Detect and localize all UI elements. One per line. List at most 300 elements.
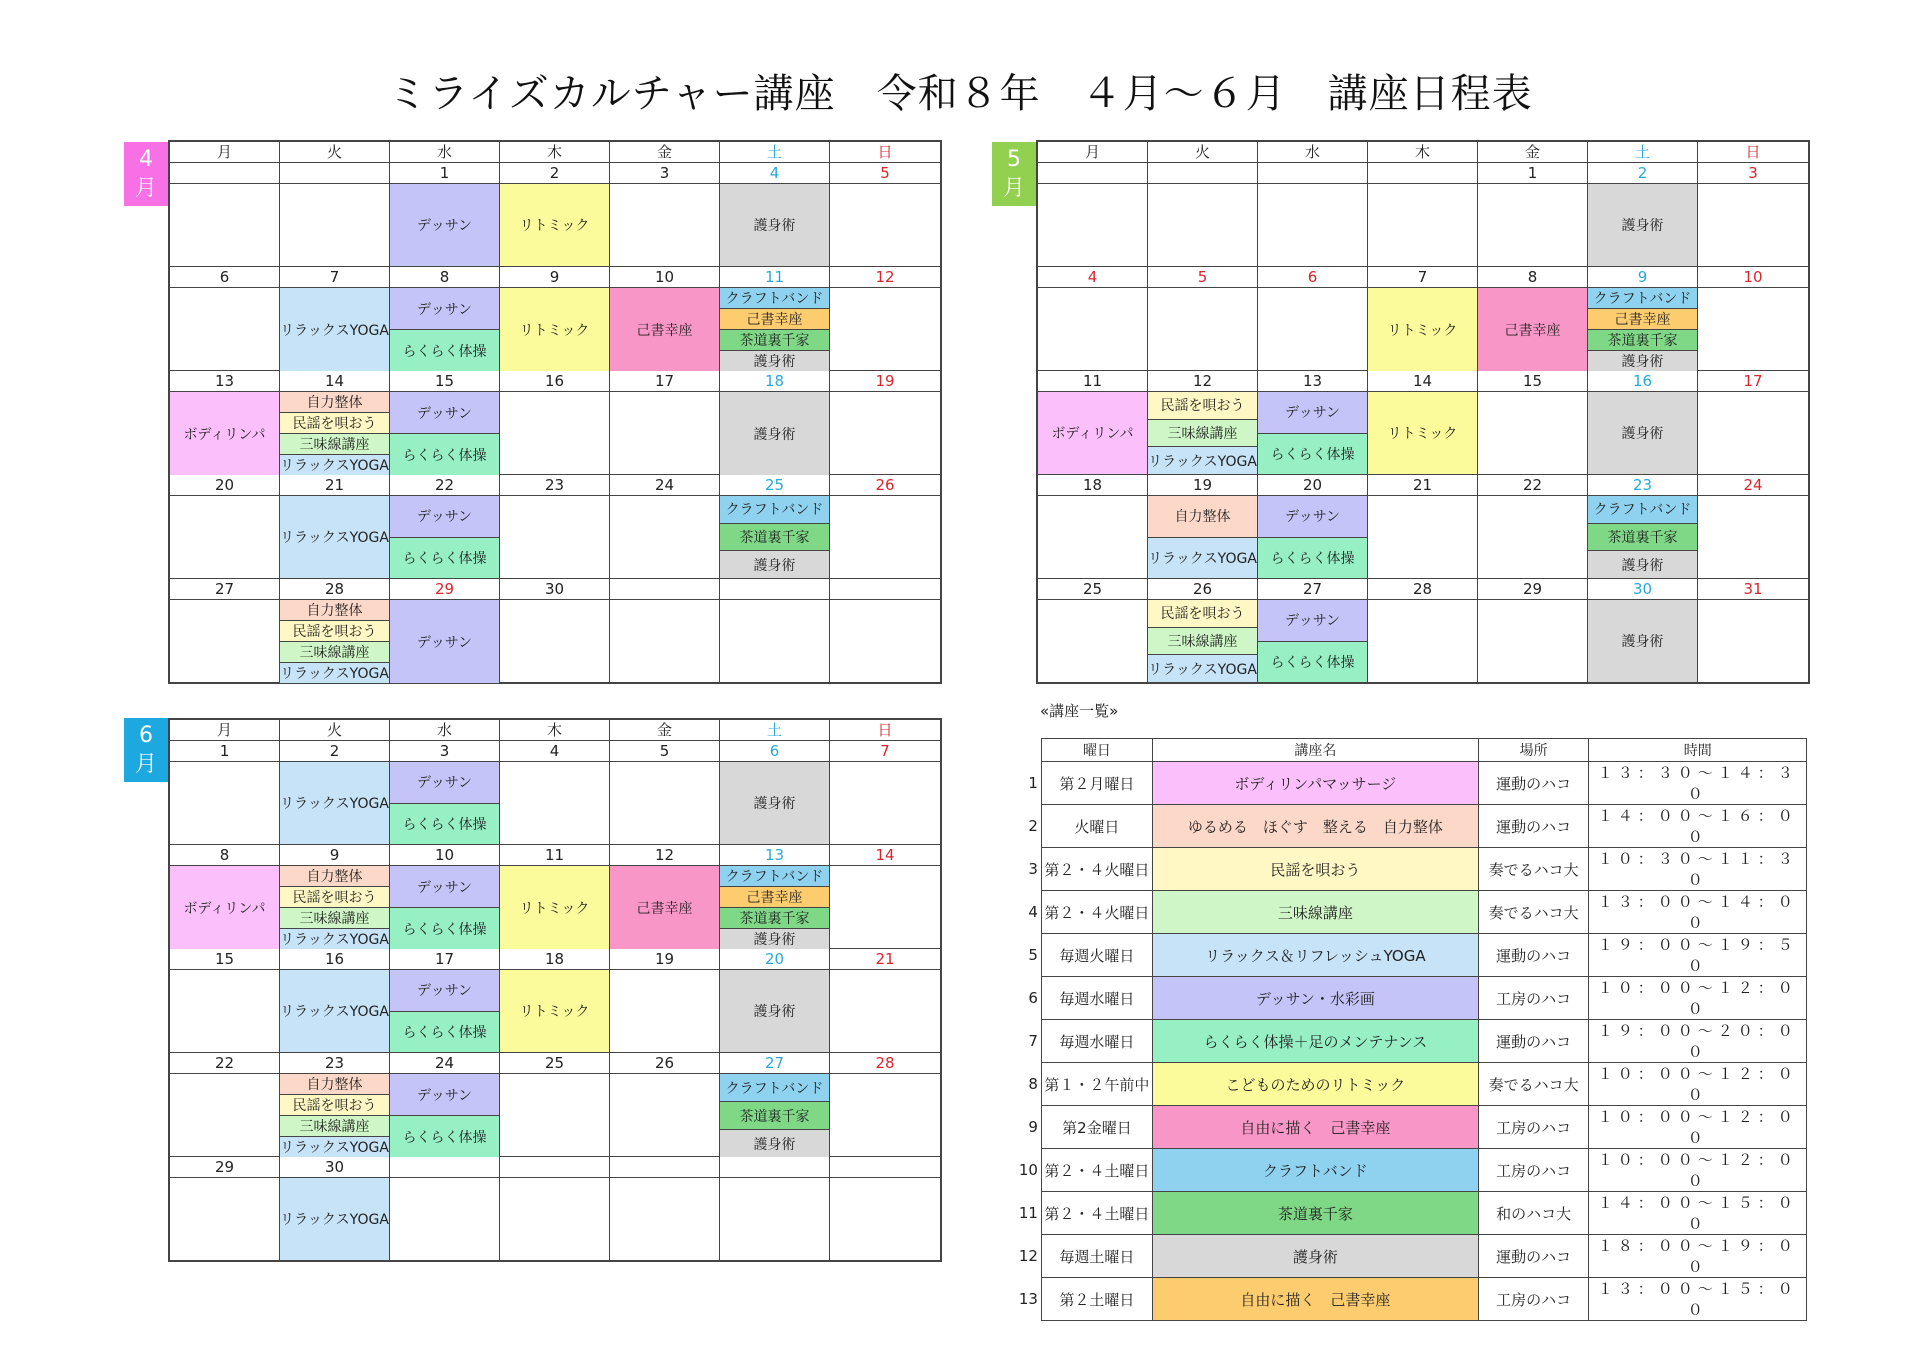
day-number: 8	[170, 845, 280, 865]
day-cell-row	[170, 184, 940, 267]
day-cell	[830, 600, 940, 683]
day-cell	[500, 970, 610, 1052]
course-time: １０：００～１２：００	[1589, 977, 1807, 1020]
row-number-header	[1017, 739, 1041, 762]
course-place: 運動のハコ	[1478, 762, 1589, 805]
day-cell	[1258, 496, 1368, 578]
row-number: 2	[1028, 817, 1038, 835]
weekday-label: 月	[170, 720, 280, 740]
day-number	[170, 163, 280, 183]
class-event: 民謡を唄おう	[280, 887, 389, 908]
day-cell-row	[1038, 184, 1808, 267]
day-number-row	[170, 579, 940, 600]
day-cell	[170, 392, 280, 475]
day-cell	[1148, 600, 1258, 682]
course-name: 民謡を唄おう	[1152, 848, 1478, 891]
day-cell	[500, 392, 610, 475]
class-event: 己書幸座	[610, 866, 719, 949]
day-number	[720, 579, 830, 599]
day-cell	[390, 288, 500, 371]
day-number: 6	[1258, 267, 1368, 287]
row-number: 12	[1018, 1247, 1038, 1265]
weekday-label: 日	[1745, 143, 1761, 161]
class-event: 護身術	[720, 970, 829, 1052]
day-number: 14	[1368, 371, 1478, 391]
day-cell	[170, 866, 280, 949]
course-day: 火曜日	[1041, 805, 1152, 848]
class-event: デッサン	[390, 600, 499, 683]
calendar-week	[1038, 371, 1808, 475]
day-number-row	[170, 741, 940, 762]
class-event: 自力整体	[280, 600, 389, 621]
month-unit: 月	[134, 752, 157, 777]
day-number: 26	[875, 476, 895, 494]
weekday-label: 金	[1478, 142, 1588, 162]
class-event: デッサン	[1258, 600, 1367, 642]
day-cell	[280, 1074, 390, 1157]
weekday-label: 水	[390, 142, 500, 162]
day-number: 24	[390, 1053, 500, 1073]
calendar-week	[170, 163, 940, 267]
class-event: リラックスYOGA	[280, 1178, 389, 1260]
class-event: 三味線講座	[1148, 628, 1257, 656]
day-cell	[500, 288, 610, 371]
day-number-row	[170, 163, 940, 184]
course-place: 運動のハコ	[1478, 805, 1589, 848]
day-number: 30	[1588, 579, 1698, 599]
calendar-june	[168, 718, 942, 1262]
course-place: 工房のハコ	[1478, 977, 1589, 1020]
weekday-label: 木	[500, 720, 610, 740]
day-cell	[1258, 600, 1368, 682]
class-event: リラックスYOGA	[280, 496, 389, 578]
class-event: 護身術	[720, 351, 829, 371]
class-event: クラフトバンド	[720, 866, 829, 887]
class-event: 民謡を唄おう	[280, 1095, 389, 1116]
course-row	[1017, 1149, 1807, 1192]
month-number: 6	[139, 723, 153, 748]
weekday-label: 月	[1038, 142, 1148, 162]
day-cell-row	[170, 288, 940, 371]
day-number-row	[1038, 371, 1808, 392]
course-name: デッサン・水彩画	[1152, 977, 1478, 1020]
day-number: 4	[500, 741, 610, 761]
weekday-label: 木	[500, 142, 610, 162]
class-event: 茶道裏千家	[720, 908, 829, 929]
weekday-label: 火	[1148, 142, 1258, 162]
month-number: 4	[139, 147, 153, 172]
day-number: 17	[610, 371, 720, 391]
day-number-row	[170, 371, 940, 392]
day-number	[610, 579, 720, 599]
class-event: 護身術	[1588, 351, 1697, 371]
day-cell	[1038, 496, 1148, 578]
course-name: 三味線講座	[1152, 891, 1478, 934]
course-day: 第１・２午前中	[1041, 1063, 1152, 1106]
course-time: １３：００～１４：００	[1589, 891, 1807, 934]
weekday-label: 土	[720, 142, 830, 162]
weekday-header	[170, 142, 940, 163]
day-cell	[830, 496, 940, 578]
course-day: 第２・４火曜日	[1041, 848, 1152, 891]
day-number: 2	[280, 741, 390, 761]
day-cell	[170, 496, 280, 578]
class-event: リラックスYOGA	[280, 288, 389, 371]
day-number: 20	[720, 949, 830, 969]
day-cell	[170, 970, 280, 1052]
day-number-row	[170, 1053, 940, 1074]
day-number: 4	[1038, 267, 1148, 287]
class-event: クラフトバンド	[720, 288, 829, 309]
day-number: 10	[1743, 268, 1763, 286]
class-event: らくらく体操	[390, 804, 499, 845]
class-event: デッサン	[390, 970, 499, 1012]
course-day: 毎週水曜日	[1041, 1020, 1152, 1063]
class-event: 民謡を唄おう	[1148, 600, 1257, 628]
day-number: 11	[1038, 371, 1148, 391]
class-event: らくらく体操	[390, 1116, 499, 1157]
day-number	[720, 1157, 830, 1177]
day-cell	[610, 288, 720, 371]
day-number: 7	[280, 267, 390, 287]
month-unit: 月	[1002, 176, 1025, 201]
course-day: 毎週土曜日	[1041, 1235, 1152, 1278]
calendar-may	[1036, 140, 1810, 684]
day-number: 23	[1588, 475, 1698, 495]
day-number: 9	[280, 845, 390, 865]
day-cell	[1148, 288, 1258, 371]
class-event: デッサン	[1258, 392, 1367, 434]
class-event: リラックスYOGA	[280, 663, 389, 683]
class-event: 護身術	[1588, 184, 1697, 266]
course-day: 第２・４土曜日	[1041, 1192, 1152, 1235]
day-cell	[610, 762, 720, 844]
day-number: 1	[170, 741, 280, 761]
day-cell	[1478, 392, 1588, 474]
course-row	[1017, 977, 1807, 1020]
day-cell	[610, 184, 720, 266]
class-event: 民謡を唄おう	[280, 621, 389, 642]
course-place: 奏でるハコ大	[1478, 1063, 1589, 1106]
day-cell	[280, 392, 390, 475]
day-cell	[1698, 496, 1808, 578]
day-cell	[390, 496, 500, 578]
course-row	[1017, 1192, 1807, 1235]
day-cell	[1478, 496, 1588, 578]
day-cell-row	[1038, 496, 1808, 579]
class-event: リラックスYOGA	[1148, 655, 1257, 682]
day-number: 13	[1258, 371, 1368, 391]
course-time: １９：００～１９：５０	[1589, 934, 1807, 977]
day-number: 26	[1148, 579, 1258, 599]
day-number	[500, 1157, 610, 1177]
day-cell	[280, 288, 390, 371]
day-cell	[1368, 288, 1478, 371]
day-number: 29	[1478, 579, 1588, 599]
day-number: 6	[720, 741, 830, 761]
row-number: 9	[1028, 1118, 1038, 1136]
day-number: 2	[1588, 163, 1698, 183]
day-number: 30	[280, 1157, 390, 1177]
day-cell	[610, 970, 720, 1052]
day-number: 25	[1038, 579, 1148, 599]
calendar-week	[1038, 579, 1808, 682]
weekday-label: 火	[280, 142, 390, 162]
calendar-week	[170, 579, 940, 682]
day-cell	[1478, 184, 1588, 266]
course-place: 和のハコ大	[1478, 1192, 1589, 1235]
month-tag-april	[124, 142, 168, 206]
day-number: 18	[500, 949, 610, 969]
month-tag-may	[992, 142, 1036, 206]
course-row	[1017, 805, 1807, 848]
weekday-label: 火	[280, 720, 390, 740]
day-cell	[390, 970, 500, 1052]
class-event: 三味線講座	[280, 1116, 389, 1137]
course-name: こどものためのリトミック	[1152, 1063, 1478, 1106]
day-cell	[610, 392, 720, 475]
course-time: １０：００～１２：００	[1589, 1149, 1807, 1192]
day-number: 3	[610, 163, 720, 183]
course-list-header	[1017, 739, 1807, 762]
day-number-row	[170, 1157, 940, 1178]
day-cell	[500, 1178, 610, 1260]
day-number: 11	[720, 267, 830, 287]
day-cell	[170, 762, 280, 844]
day-number	[610, 1157, 720, 1177]
class-event: 自力整体	[280, 1074, 389, 1095]
day-cell	[390, 600, 500, 683]
course-row	[1017, 934, 1807, 977]
course-time: １４：００～１５：００	[1589, 1192, 1807, 1235]
day-number: 18	[1038, 475, 1148, 495]
day-cell	[1038, 184, 1148, 266]
course-name: ゆるめる ほぐす 整える 自力整体	[1152, 805, 1478, 848]
calendar-week	[170, 267, 940, 371]
day-number: 14	[875, 846, 895, 864]
day-cell	[170, 184, 280, 266]
row-number: 7	[1028, 1032, 1038, 1050]
weekday-label: 日	[877, 143, 893, 161]
month-tag-june	[124, 718, 168, 782]
day-number: 20	[170, 475, 280, 495]
day-number: 10	[390, 845, 500, 865]
day-cell	[720, 762, 830, 844]
class-event: 三味線講座	[280, 908, 389, 929]
day-cell	[830, 184, 940, 266]
day-cell	[1588, 288, 1698, 371]
day-cell-row	[170, 1178, 940, 1260]
class-event: らくらく体操	[1258, 434, 1367, 475]
class-event: らくらく体操	[390, 908, 499, 949]
class-event: 護身術	[720, 762, 829, 844]
weekday-label: 金	[610, 142, 720, 162]
day-cell	[280, 762, 390, 844]
day-cell-row	[170, 600, 940, 682]
day-cell-row	[1038, 288, 1808, 371]
class-event: 茶道裏千家	[1588, 524, 1697, 552]
day-number: 8	[1478, 267, 1588, 287]
day-cell	[830, 1074, 940, 1157]
class-event: らくらく体操	[390, 1012, 499, 1053]
day-number: 12	[1148, 371, 1258, 391]
class-event: 茶道裏千家	[1588, 330, 1697, 351]
row-number: 6	[1028, 989, 1038, 1007]
day-cell	[1038, 288, 1148, 371]
day-number: 23	[280, 1053, 390, 1073]
day-cell	[390, 762, 500, 844]
day-cell	[1148, 184, 1258, 266]
day-number: 18	[720, 371, 830, 391]
class-event: デッサン	[390, 288, 499, 330]
class-event: 茶道裏千家	[720, 524, 829, 552]
course-time: １０：００～１２：００	[1589, 1063, 1807, 1106]
day-number: 5	[610, 741, 720, 761]
day-cell	[1588, 496, 1698, 578]
day-cell	[830, 1178, 940, 1260]
course-place: 工房のハコ	[1478, 1106, 1589, 1149]
class-event: 護身術	[720, 1130, 829, 1157]
day-number-row	[1038, 475, 1808, 496]
course-day: 第2金曜日	[1041, 1106, 1152, 1149]
course-row	[1017, 1235, 1807, 1278]
day-number: 31	[1743, 580, 1763, 598]
course-row	[1017, 1278, 1807, 1321]
course-name: 護身術	[1152, 1235, 1478, 1278]
course-name: クラフトバンド	[1152, 1149, 1478, 1192]
row-number: 5	[1028, 946, 1038, 964]
course-time: １０：００～１２：００	[1589, 1106, 1807, 1149]
day-cell	[500, 496, 610, 578]
day-cell	[1588, 600, 1698, 682]
day-number: 3	[390, 741, 500, 761]
course-name: 茶道裏千家	[1152, 1192, 1478, 1235]
class-event: デッサン	[390, 762, 499, 804]
class-event: リラックスYOGA	[280, 455, 389, 475]
day-cell	[1588, 392, 1698, 474]
course-row	[1017, 848, 1807, 891]
course-place: 工房のハコ	[1478, 1149, 1589, 1192]
class-event: リトミック	[500, 184, 609, 266]
day-cell	[280, 1178, 390, 1260]
calendar-week	[170, 845, 940, 949]
day-number: 12	[610, 845, 720, 865]
day-number-row	[1038, 267, 1808, 288]
class-event: リラックスYOGA	[280, 929, 389, 949]
day-number: 29	[390, 579, 500, 599]
class-event: 護身術	[1588, 551, 1697, 578]
course-name: ボディリンパマッサージ	[1152, 762, 1478, 805]
day-cell	[1368, 392, 1478, 474]
day-cell	[830, 970, 940, 1052]
month-number: 5	[1007, 147, 1021, 172]
course-time: １３：００～１５：００	[1589, 1278, 1807, 1321]
calendar-week	[1038, 475, 1808, 579]
weekday-label: 水	[1258, 142, 1368, 162]
class-event: 茶道裏千家	[720, 330, 829, 351]
day-number: 23	[500, 475, 610, 495]
day-cell-row	[1038, 600, 1808, 682]
day-cell	[1038, 392, 1148, 474]
class-event: 護身術	[720, 184, 829, 266]
course-place: 工房のハコ	[1478, 1278, 1589, 1321]
day-cell	[830, 288, 940, 371]
class-event: 民謡を唄おう	[280, 413, 389, 434]
class-event: リトミック	[1368, 392, 1477, 474]
weekday-label: 木	[1368, 142, 1478, 162]
day-cell-row	[170, 866, 940, 949]
day-number-row	[170, 475, 940, 496]
day-number: 19	[610, 949, 720, 969]
course-time: １９：００～２０：００	[1589, 1020, 1807, 1063]
class-event: リラックスYOGA	[280, 970, 389, 1052]
day-number: 6	[170, 267, 280, 287]
day-cell	[280, 970, 390, 1052]
day-cell	[610, 600, 720, 683]
day-number: 16	[500, 371, 610, 391]
class-event: 自力整体	[1148, 496, 1257, 538]
class-event: クラフトバンド	[720, 496, 829, 524]
class-event: ボディリンパ	[1038, 392, 1147, 474]
day-cell	[1148, 496, 1258, 578]
class-event: らくらく体操	[390, 434, 499, 475]
class-event: 茶道裏千家	[720, 1102, 829, 1130]
day-number	[280, 163, 390, 183]
day-cell	[500, 184, 610, 266]
day-cell	[1368, 600, 1478, 682]
day-cell	[830, 392, 940, 475]
day-cell	[280, 184, 390, 266]
day-number: 5	[880, 164, 890, 182]
day-number-row	[170, 267, 940, 288]
class-event: 自力整体	[280, 866, 389, 887]
day-number: 24	[1743, 476, 1763, 494]
calendar-week	[170, 371, 940, 475]
day-cell	[610, 866, 720, 949]
row-number: 3	[1028, 860, 1038, 878]
calendar-april	[168, 140, 942, 684]
class-event: らくらく体操	[1258, 642, 1367, 683]
course-name: リラックス＆リフレッシュYOGA	[1152, 934, 1478, 977]
class-event: リラックスYOGA	[1148, 447, 1257, 474]
class-event: デッサン	[390, 392, 499, 434]
course-time: １０：３０～１１：３０	[1589, 848, 1807, 891]
day-cell	[280, 866, 390, 949]
day-cell	[720, 866, 830, 949]
class-event: リトミック	[1368, 288, 1477, 371]
day-cell	[170, 1074, 280, 1157]
day-cell	[500, 762, 610, 844]
row-number: 13	[1018, 1290, 1038, 1308]
day-cell-row	[170, 392, 940, 475]
day-cell	[830, 866, 940, 949]
class-event: クラフトバンド	[720, 1074, 829, 1102]
day-cell-row	[170, 970, 940, 1053]
course-list-label: «講座一覧»	[1040, 702, 1119, 720]
class-event: 護身術	[1588, 600, 1697, 682]
day-number: 27	[1258, 579, 1368, 599]
day-number: 8	[390, 267, 500, 287]
class-event: リトミック	[500, 288, 609, 371]
day-number: 7	[880, 742, 890, 760]
day-number	[1038, 163, 1148, 183]
class-event: リラックスYOGA	[1148, 538, 1257, 579]
class-event: 護身術	[1588, 392, 1697, 474]
day-cell	[1478, 600, 1588, 682]
day-cell	[1368, 496, 1478, 578]
class-event: リトミック	[500, 866, 609, 949]
day-number: 21	[875, 950, 895, 968]
